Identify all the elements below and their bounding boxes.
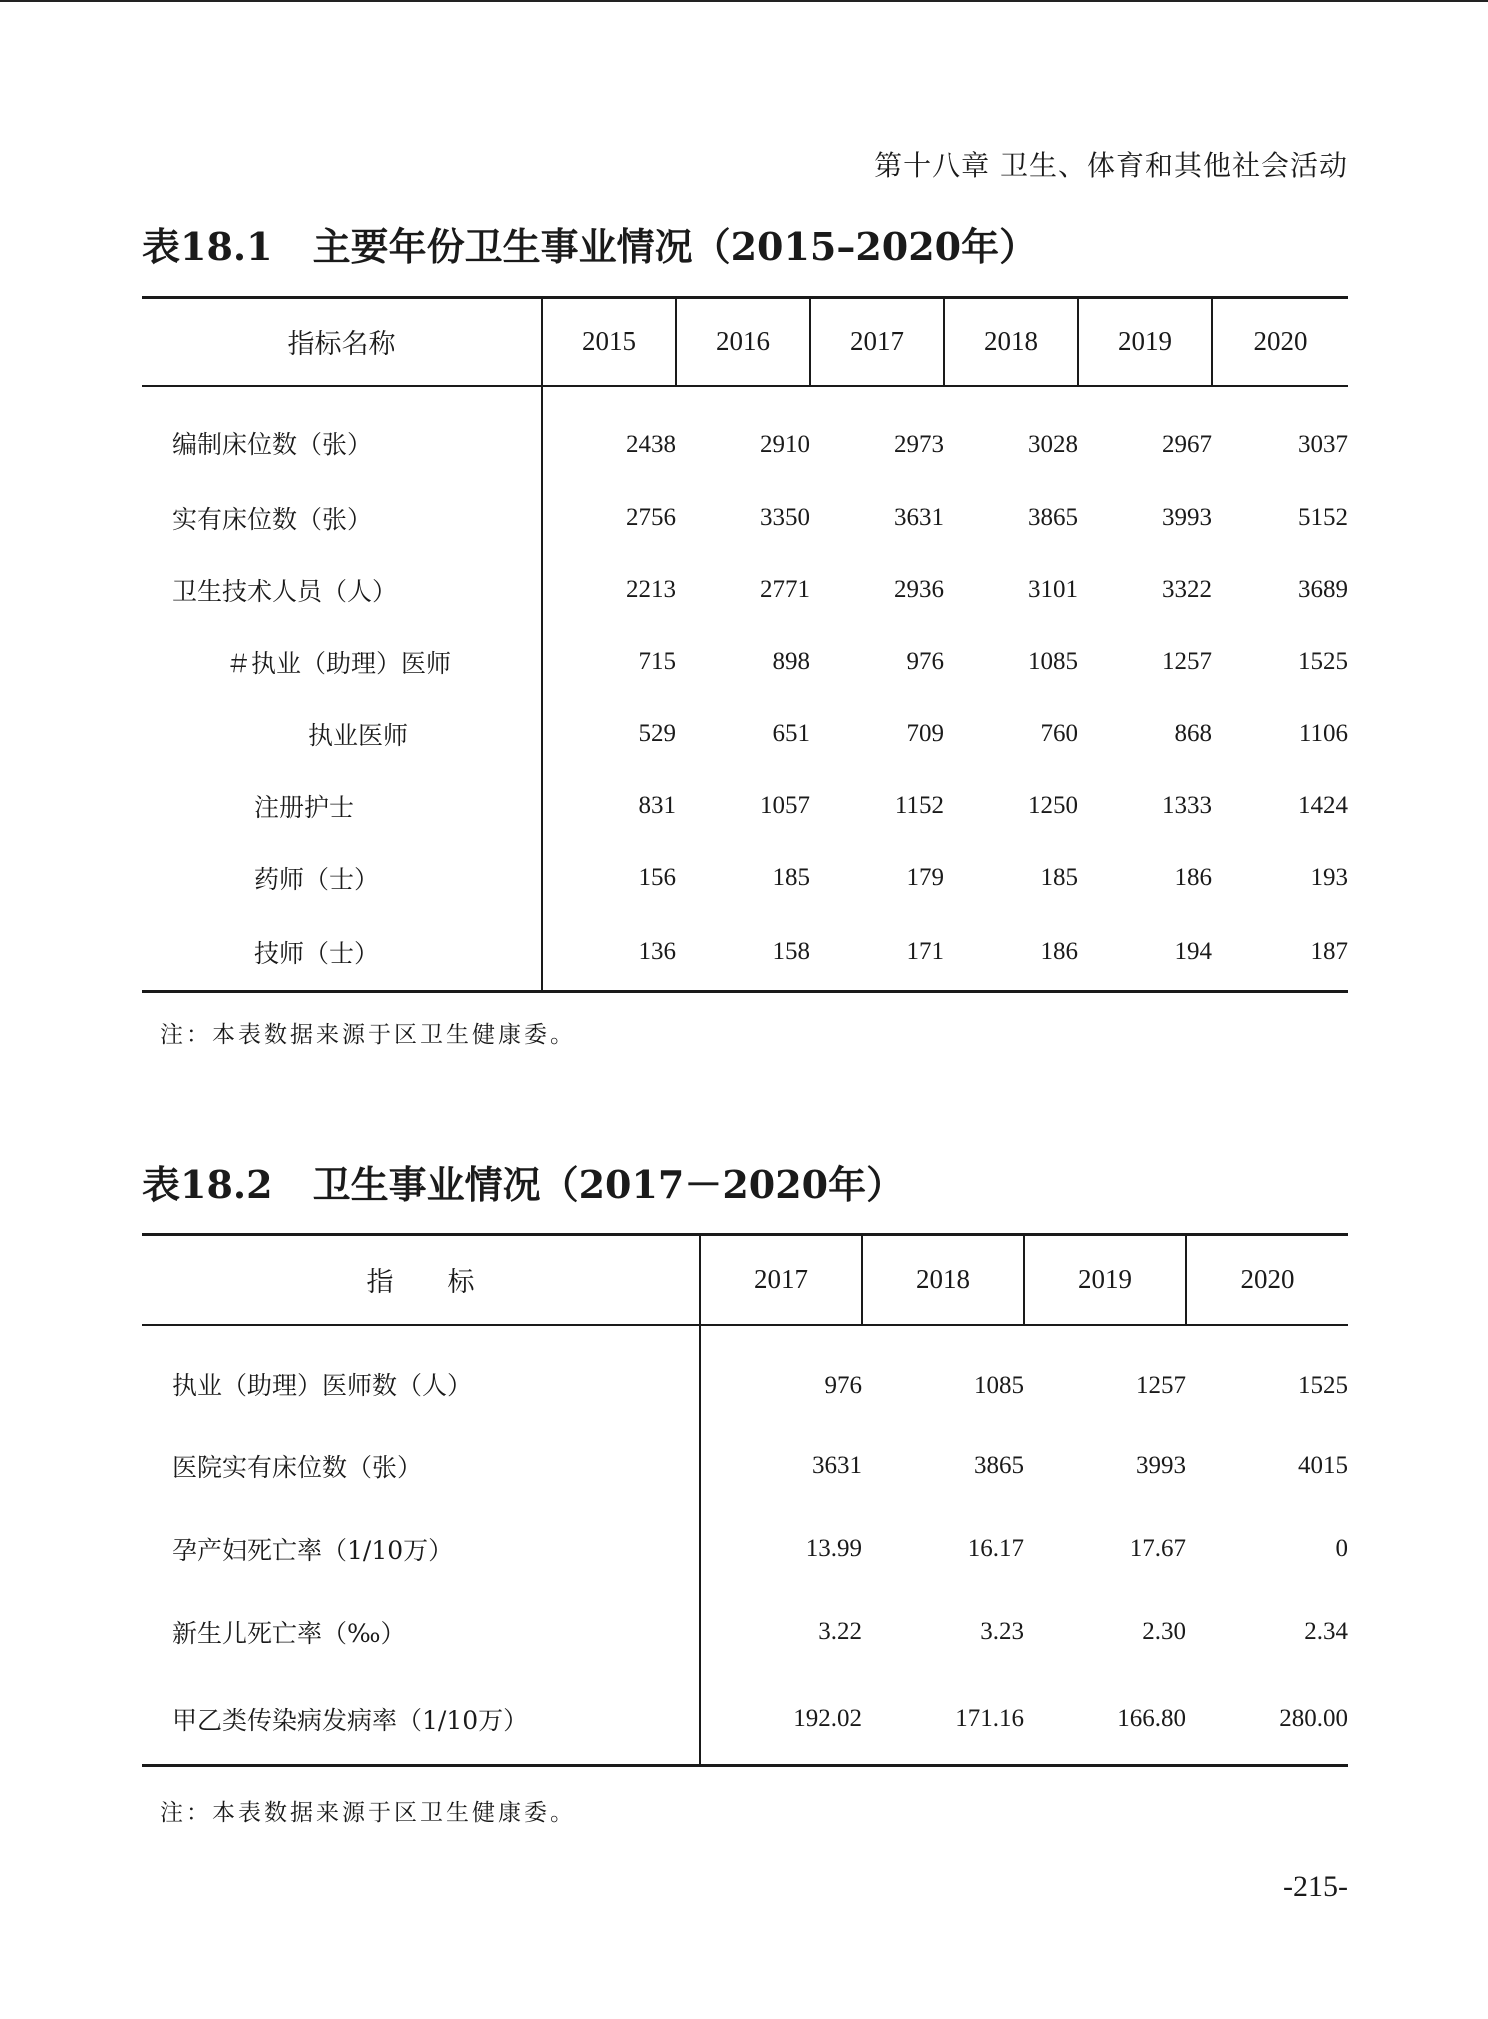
table1-title	[142, 216, 1037, 271]
table-row	[142, 914, 1348, 992]
cell: 171.16	[862, 1674, 1024, 1766]
row-label: 注册护士	[142, 770, 542, 842]
cell: 171	[810, 914, 944, 992]
cell: 1525	[1298, 1372, 1348, 1399]
cell: 186	[944, 914, 1078, 992]
cell: 5152	[1298, 503, 1348, 531]
row-label: 执业（助理）医师数（人）	[142, 1325, 700, 1425]
row-label: 药师（士）	[142, 842, 542, 914]
cell: 529	[638, 719, 676, 747]
table1-title-text: 主要年份卫生事业情况（2015–2020年）	[312, 224, 1038, 269]
cell: 156	[638, 863, 676, 891]
cell: 17.67	[1129, 1535, 1186, 1562]
cell: 1424	[1298, 791, 1348, 819]
cell: 2936	[894, 575, 944, 603]
table2-title-text: 卫生事业情况（2017－2020年）	[312, 1162, 905, 1207]
cell: 3.23	[980, 1618, 1024, 1645]
table-row	[142, 386, 1348, 482]
table2-title	[142, 1154, 904, 1209]
cell: 651	[772, 719, 810, 747]
row-label: 编制床位数（张）	[142, 386, 542, 482]
cell: 1106	[1298, 719, 1348, 747]
table-row	[142, 1325, 1348, 1425]
cell: 976	[906, 647, 944, 675]
cell: 3631	[812, 1452, 862, 1479]
cell: 4015	[1298, 1452, 1348, 1479]
table-row	[142, 1425, 1348, 1508]
cell: 2771	[760, 575, 810, 603]
cell: 186	[1174, 863, 1212, 891]
row-label: 孕产妇死亡率（1/10万）	[142, 1508, 700, 1591]
cell: 3993	[1162, 503, 1212, 531]
table2-col-header: 2020	[1186, 1235, 1348, 1325]
cell: 760	[1040, 719, 1078, 747]
cell: 13.99	[805, 1535, 862, 1562]
table2-col-header: 2018	[862, 1235, 1024, 1325]
cell: 194	[1078, 914, 1212, 992]
cell: 3101	[1028, 575, 1078, 603]
table1-note: 注：本表数据来源于区卫生健康委。	[160, 1022, 576, 1048]
cell: 1085	[1028, 647, 1078, 675]
row-label: 甲乙类传染病发病率（1/10万）	[142, 1674, 700, 1766]
cell: 3037	[1298, 431, 1348, 458]
cell: 2438	[626, 431, 676, 458]
table-row	[142, 842, 1348, 914]
table-row	[142, 554, 1348, 626]
row-label: 新生儿死亡率（‰）	[142, 1591, 700, 1674]
row-label: 卫生技术人员（人）	[142, 554, 542, 626]
table-row	[142, 626, 1348, 698]
table2-number: 表18.2	[142, 1162, 273, 1207]
cell: 187	[1212, 914, 1348, 992]
top-border	[0, 0, 1488, 2]
cell: 898	[772, 647, 810, 675]
cell: 2973	[894, 431, 944, 458]
table1	[142, 296, 1348, 993]
cell: 715	[638, 647, 676, 675]
table-row	[142, 698, 1348, 770]
table-row	[142, 1674, 1348, 1766]
cell: 1257	[1162, 647, 1212, 675]
cell: 2.30	[1142, 1618, 1186, 1645]
cell: 185	[1040, 863, 1078, 891]
table2-col-header: 2019	[1024, 1235, 1186, 1325]
cell: 166.80	[1024, 1674, 1186, 1766]
table-row	[142, 1508, 1348, 1591]
table2	[142, 1233, 1348, 1767]
cell: 2.34	[1304, 1618, 1348, 1645]
chapter-header: 第十八章 卫生、体育和其他社会活动	[874, 149, 1348, 182]
cell: 709	[906, 719, 944, 747]
table1-col-header: 2020	[1212, 298, 1348, 386]
cell: 3865	[1028, 503, 1078, 531]
page-number: -215-	[1283, 1870, 1348, 1903]
row-label: 执业医师	[142, 698, 542, 770]
row-label: 技师（士）	[142, 914, 542, 992]
cell: 3631	[894, 503, 944, 531]
table1-header-row	[142, 298, 1348, 386]
cell: 185	[772, 863, 810, 891]
cell: 179	[906, 863, 944, 891]
cell: 0	[1335, 1535, 1348, 1562]
table2-col-header: 指 标	[142, 1235, 700, 1325]
cell: 2967	[1162, 431, 1212, 458]
table1-col-header: 2018	[944, 298, 1078, 386]
table1-col-header: 2015	[542, 298, 676, 386]
cell: 158	[676, 914, 810, 992]
cell: 3689	[1298, 575, 1348, 603]
cell: 1057	[760, 791, 810, 819]
table1-col-header: 2019	[1078, 298, 1212, 386]
cell: 192.02	[700, 1674, 862, 1766]
cell: 3350	[760, 503, 810, 531]
table1-col-header: 2016	[676, 298, 810, 386]
table1-col-header: 指标名称	[142, 298, 542, 386]
cell: 1085	[974, 1372, 1024, 1399]
table-row	[142, 482, 1348, 554]
cell: 1333	[1162, 791, 1212, 819]
table-row	[142, 1591, 1348, 1674]
table1-col-header: 2017	[810, 298, 944, 386]
cell: 136	[542, 914, 676, 992]
table2-col-header: 2017	[700, 1235, 862, 1325]
cell: 976	[824, 1372, 862, 1399]
cell: 2756	[626, 503, 676, 531]
cell: 3322	[1162, 575, 1212, 603]
table1-number: 表18.1	[142, 224, 273, 269]
cell: 193	[1310, 863, 1348, 891]
cell: 2910	[760, 431, 810, 458]
row-label: 医院实有床位数（张）	[142, 1425, 700, 1508]
cell: 3865	[974, 1452, 1024, 1479]
cell: 3993	[1136, 1452, 1186, 1479]
cell: 831	[638, 791, 676, 819]
table2-header-row	[142, 1235, 1348, 1325]
cell: 1250	[1028, 791, 1078, 819]
cell: 16.17	[967, 1535, 1024, 1562]
cell: 1152	[894, 791, 944, 819]
row-label: 实有床位数（张）	[142, 482, 542, 554]
row-label: ＃执业（助理）医师	[142, 626, 542, 698]
cell: 280.00	[1186, 1674, 1348, 1766]
cell: 3.22	[818, 1618, 862, 1645]
cell: 868	[1174, 719, 1212, 747]
table2-note: 注：本表数据来源于区卫生健康委。	[160, 1800, 576, 1826]
cell: 3028	[1028, 431, 1078, 458]
cell: 2213	[626, 575, 676, 603]
cell: 1525	[1298, 647, 1348, 675]
cell: 1257	[1136, 1372, 1186, 1399]
table-row	[142, 770, 1348, 842]
